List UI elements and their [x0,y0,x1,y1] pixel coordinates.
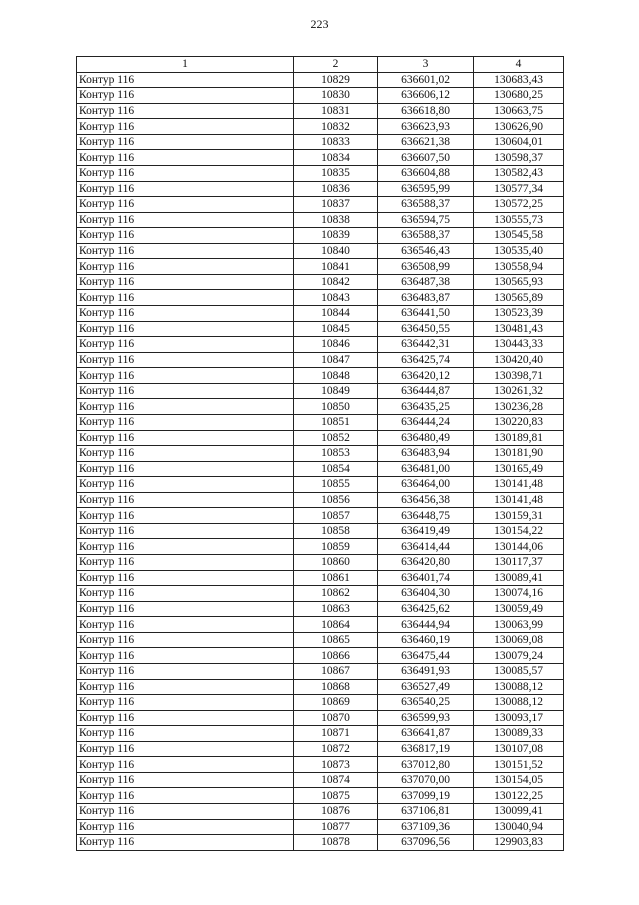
contour-name-cell: Контур 116 [77,88,294,104]
y-coordinate-cell: 130420,40 [474,352,564,368]
point-number-cell: 10839 [294,228,378,244]
x-coordinate-cell: 636527,49 [378,679,474,695]
x-coordinate-cell: 636595,99 [378,181,474,197]
x-coordinate-cell: 636540,25 [378,695,474,711]
contour-name-cell: Контур 116 [77,446,294,462]
point-number-cell: 10836 [294,181,378,197]
contour-name-cell: Контур 116 [77,492,294,508]
point-number-cell: 10840 [294,243,378,259]
y-coordinate-cell: 130151,52 [474,757,564,773]
table-row [77,430,564,446]
x-coordinate-cell: 636508,99 [378,259,474,275]
point-number-cell: 10856 [294,492,378,508]
x-coordinate-cell: 636460,19 [378,632,474,648]
point-number-cell: 10862 [294,586,378,602]
table-body [77,72,564,850]
point-number-cell: 10848 [294,368,378,384]
x-coordinate-cell: 636419,49 [378,523,474,539]
y-coordinate-cell: 130663,75 [474,103,564,119]
contour-name-cell: Контур 116 [77,586,294,602]
y-coordinate-cell: 130565,93 [474,274,564,290]
point-number-cell: 10857 [294,508,378,524]
x-coordinate-cell: 636623,93 [378,119,474,135]
contour-name-cell: Контур 116 [77,243,294,259]
point-number-cell: 10838 [294,212,378,228]
x-coordinate-cell: 636641,87 [378,726,474,742]
point-number-cell: 10859 [294,539,378,555]
contour-name-cell: Контур 116 [77,414,294,430]
y-coordinate-cell: 130577,34 [474,181,564,197]
x-coordinate-cell: 636546,43 [378,243,474,259]
point-number-cell: 10845 [294,321,378,337]
table-row [77,757,564,773]
x-coordinate-cell: 636481,00 [378,461,474,477]
y-coordinate-cell: 130088,12 [474,695,564,711]
table-row [77,399,564,415]
y-coordinate-cell: 130626,90 [474,119,564,135]
coordinates-table [76,56,564,851]
point-number-cell: 10876 [294,804,378,820]
point-number-cell: 10831 [294,103,378,119]
x-coordinate-cell: 636606,12 [378,88,474,104]
y-coordinate-cell: 130117,37 [474,555,564,571]
x-coordinate-cell: 636464,00 [378,477,474,493]
y-coordinate-cell: 130181,90 [474,446,564,462]
x-coordinate-cell: 636444,94 [378,617,474,633]
contour-name-cell: Контур 116 [77,399,294,415]
table-row [77,772,564,788]
x-coordinate-cell: 636594,75 [378,212,474,228]
point-number-cell: 10874 [294,772,378,788]
x-coordinate-cell: 636604,88 [378,165,474,181]
y-coordinate-cell: 130572,25 [474,197,564,213]
point-number-cell: 10832 [294,119,378,135]
contour-name-cell: Контур 116 [77,819,294,835]
column-header-3: 3 [378,57,474,73]
point-number-cell: 10869 [294,695,378,711]
x-coordinate-cell: 636588,37 [378,197,474,213]
point-number-cell: 10842 [294,274,378,290]
contour-name-cell: Контур 116 [77,119,294,135]
x-coordinate-cell: 636601,02 [378,72,474,88]
header-row [77,57,564,73]
y-coordinate-cell: 130558,94 [474,259,564,275]
y-coordinate-cell: 130220,83 [474,414,564,430]
x-coordinate-cell: 636425,62 [378,601,474,617]
contour-name-cell: Контур 116 [77,181,294,197]
contour-name-cell: Контур 116 [77,570,294,586]
x-coordinate-cell: 636475,44 [378,648,474,664]
x-coordinate-cell: 636441,50 [378,306,474,322]
table-row [77,165,564,181]
point-number-cell: 10873 [294,757,378,773]
x-coordinate-cell: 636420,80 [378,555,474,571]
column-header-2: 2 [294,57,378,73]
column-header-4: 4 [474,57,564,73]
contour-name-cell: Контур 116 [77,212,294,228]
table-row [77,72,564,88]
table-row [77,523,564,539]
contour-name-cell: Контур 116 [77,197,294,213]
table-row [77,617,564,633]
table-row [77,306,564,322]
contour-name-cell: Контур 116 [77,461,294,477]
contour-name-cell: Контур 116 [77,165,294,181]
y-coordinate-cell: 130089,41 [474,570,564,586]
contour-name-cell: Контур 116 [77,648,294,664]
table-row [77,228,564,244]
x-coordinate-cell: 636448,75 [378,508,474,524]
contour-name-cell: Контур 116 [77,555,294,571]
x-coordinate-cell: 636404,30 [378,586,474,602]
point-number-cell: 10847 [294,352,378,368]
table-row [77,119,564,135]
table-row [77,477,564,493]
y-coordinate-cell: 130040,94 [474,819,564,835]
y-coordinate-cell: 130069,08 [474,632,564,648]
table-row [77,243,564,259]
table-header [77,57,564,73]
y-coordinate-cell: 130598,37 [474,150,564,166]
table-row [77,648,564,664]
table-row [77,103,564,119]
point-number-cell: 10858 [294,523,378,539]
table-row [77,88,564,104]
y-coordinate-cell: 130141,48 [474,492,564,508]
table-row [77,601,564,617]
page-number: 223 [310,17,329,31]
point-number-cell: 10835 [294,165,378,181]
y-coordinate-cell: 130085,57 [474,663,564,679]
x-coordinate-cell: 636456,38 [378,492,474,508]
x-coordinate-cell: 636442,31 [378,337,474,353]
contour-name-cell: Контур 116 [77,741,294,757]
table-row [77,197,564,213]
table-row [77,368,564,384]
table-row [77,290,564,306]
y-coordinate-cell: 130154,22 [474,523,564,539]
point-number-cell: 10833 [294,134,378,150]
contour-name-cell: Контур 116 [77,508,294,524]
y-coordinate-cell: 130604,01 [474,134,564,150]
column-header-1: 1 [77,57,294,73]
table-row [77,337,564,353]
x-coordinate-cell: 636483,87 [378,290,474,306]
contour-name-cell: Контур 116 [77,290,294,306]
contour-name-cell: Контур 116 [77,632,294,648]
contour-name-cell: Контур 116 [77,539,294,555]
contour-name-cell: Контур 116 [77,477,294,493]
x-coordinate-cell: 636480,49 [378,430,474,446]
contour-name-cell: Контур 116 [77,430,294,446]
contour-name-cell: Контур 116 [77,72,294,88]
y-coordinate-cell: 130261,32 [474,383,564,399]
point-number-cell: 10850 [294,399,378,415]
point-number-cell: 10843 [294,290,378,306]
x-coordinate-cell: 636491,93 [378,663,474,679]
table-row [77,819,564,835]
x-coordinate-cell: 636599,93 [378,710,474,726]
point-number-cell: 10870 [294,710,378,726]
point-number-cell: 10849 [294,383,378,399]
x-coordinate-cell: 637012,80 [378,757,474,773]
table-row [77,259,564,275]
point-number-cell: 10860 [294,555,378,571]
contour-name-cell: Контур 116 [77,321,294,337]
table-row [77,741,564,757]
point-number-cell: 10864 [294,617,378,633]
point-number-cell: 10834 [294,150,378,166]
contour-name-cell: Контур 116 [77,259,294,275]
contour-name-cell: Контур 116 [77,601,294,617]
point-number-cell: 10866 [294,648,378,664]
point-number-cell: 10837 [294,197,378,213]
x-coordinate-cell: 637106,81 [378,804,474,820]
contour-name-cell: Контур 116 [77,788,294,804]
point-number-cell: 10829 [294,72,378,88]
point-number-cell: 10844 [294,306,378,322]
y-coordinate-cell: 130089,33 [474,726,564,742]
y-coordinate-cell: 130165,49 [474,461,564,477]
y-coordinate-cell: 130398,71 [474,368,564,384]
contour-name-cell: Контур 116 [77,835,294,851]
table-row [77,134,564,150]
table-row [77,555,564,571]
x-coordinate-cell: 636425,74 [378,352,474,368]
y-coordinate-cell: 130443,33 [474,337,564,353]
contour-name-cell: Контур 116 [77,772,294,788]
table-row [77,181,564,197]
point-number-cell: 10841 [294,259,378,275]
table-row [77,352,564,368]
x-coordinate-cell: 636588,37 [378,228,474,244]
table-row [77,586,564,602]
x-coordinate-cell: 636444,24 [378,414,474,430]
contour-name-cell: Контур 116 [77,523,294,539]
y-coordinate-cell: 130159,31 [474,508,564,524]
point-number-cell: 10867 [294,663,378,679]
y-coordinate-cell: 130088,12 [474,679,564,695]
point-number-cell: 10854 [294,461,378,477]
x-coordinate-cell: 636487,38 [378,274,474,290]
table-row [77,274,564,290]
point-number-cell: 10872 [294,741,378,757]
contour-name-cell: Контур 116 [77,617,294,633]
y-coordinate-cell: 130236,28 [474,399,564,415]
y-coordinate-cell: 130582,43 [474,165,564,181]
x-coordinate-cell: 637096,56 [378,835,474,851]
point-number-cell: 10868 [294,679,378,695]
y-coordinate-cell: 130545,58 [474,228,564,244]
table-row [77,804,564,820]
x-coordinate-cell: 636817,19 [378,741,474,757]
contour-name-cell: Контур 116 [77,726,294,742]
point-number-cell: 10852 [294,430,378,446]
y-coordinate-cell: 130122,25 [474,788,564,804]
x-coordinate-cell: 636607,50 [378,150,474,166]
table-row [77,150,564,166]
y-coordinate-cell: 130680,25 [474,88,564,104]
table-row [77,321,564,337]
table-row [77,835,564,851]
contour-name-cell: Контур 116 [77,274,294,290]
point-number-cell: 10878 [294,835,378,851]
x-coordinate-cell: 636621,38 [378,134,474,150]
x-coordinate-cell: 636414,44 [378,539,474,555]
y-coordinate-cell: 129903,83 [474,835,564,851]
y-coordinate-cell: 130683,43 [474,72,564,88]
x-coordinate-cell: 636483,94 [378,446,474,462]
y-coordinate-cell: 130535,40 [474,243,564,259]
contour-name-cell: Контур 116 [77,337,294,353]
point-number-cell: 10851 [294,414,378,430]
x-coordinate-cell: 637099,19 [378,788,474,804]
contour-name-cell: Контур 116 [77,103,294,119]
table-row [77,508,564,524]
table-row [77,726,564,742]
table-row [77,679,564,695]
x-coordinate-cell: 637070,00 [378,772,474,788]
contour-name-cell: Контур 116 [77,383,294,399]
contour-name-cell: Контур 116 [77,150,294,166]
table-row [77,632,564,648]
contour-name-cell: Контур 116 [77,306,294,322]
y-coordinate-cell: 130154,05 [474,772,564,788]
contour-name-cell: Контур 116 [77,134,294,150]
y-coordinate-cell: 130059,49 [474,601,564,617]
table-row [77,446,564,462]
contour-name-cell: Контур 116 [77,757,294,773]
point-number-cell: 10865 [294,632,378,648]
y-coordinate-cell: 130481,43 [474,321,564,337]
y-coordinate-cell: 130144,06 [474,539,564,555]
y-coordinate-cell: 130099,41 [474,804,564,820]
x-coordinate-cell: 636444,87 [378,383,474,399]
contour-name-cell: Контур 116 [77,228,294,244]
point-number-cell: 10863 [294,601,378,617]
x-coordinate-cell: 637109,36 [378,819,474,835]
y-coordinate-cell: 130555,73 [474,212,564,228]
table-row [77,570,564,586]
point-number-cell: 10846 [294,337,378,353]
x-coordinate-cell: 636435,25 [378,399,474,415]
table-row [77,461,564,477]
contour-name-cell: Контур 116 [77,368,294,384]
table-row [77,788,564,804]
point-number-cell: 10853 [294,446,378,462]
table-row [77,414,564,430]
y-coordinate-cell: 130565,89 [474,290,564,306]
x-coordinate-cell: 636450,55 [378,321,474,337]
contour-name-cell: Контур 116 [77,804,294,820]
y-coordinate-cell: 130074,16 [474,586,564,602]
x-coordinate-cell: 636420,12 [378,368,474,384]
contour-name-cell: Контур 116 [77,663,294,679]
x-coordinate-cell: 636618,80 [378,103,474,119]
table-row [77,710,564,726]
contour-name-cell: Контур 116 [77,710,294,726]
contour-name-cell: Контур 116 [77,695,294,711]
point-number-cell: 10877 [294,819,378,835]
y-coordinate-cell: 130189,81 [474,430,564,446]
y-coordinate-cell: 130141,48 [474,477,564,493]
contour-name-cell: Контур 116 [77,679,294,695]
table-row [77,212,564,228]
point-number-cell: 10830 [294,88,378,104]
table-row [77,539,564,555]
x-coordinate-cell: 636401,74 [378,570,474,586]
point-number-cell: 10875 [294,788,378,804]
y-coordinate-cell: 130093,17 [474,710,564,726]
point-number-cell: 10855 [294,477,378,493]
table-row [77,383,564,399]
contour-name-cell: Контур 116 [77,352,294,368]
y-coordinate-cell: 130079,24 [474,648,564,664]
y-coordinate-cell: 130063,99 [474,617,564,633]
table-row [77,663,564,679]
point-number-cell: 10861 [294,570,378,586]
table-row [77,492,564,508]
point-number-cell: 10871 [294,726,378,742]
y-coordinate-cell: 130523,39 [474,306,564,322]
table-row [77,695,564,711]
y-coordinate-cell: 130107,08 [474,741,564,757]
